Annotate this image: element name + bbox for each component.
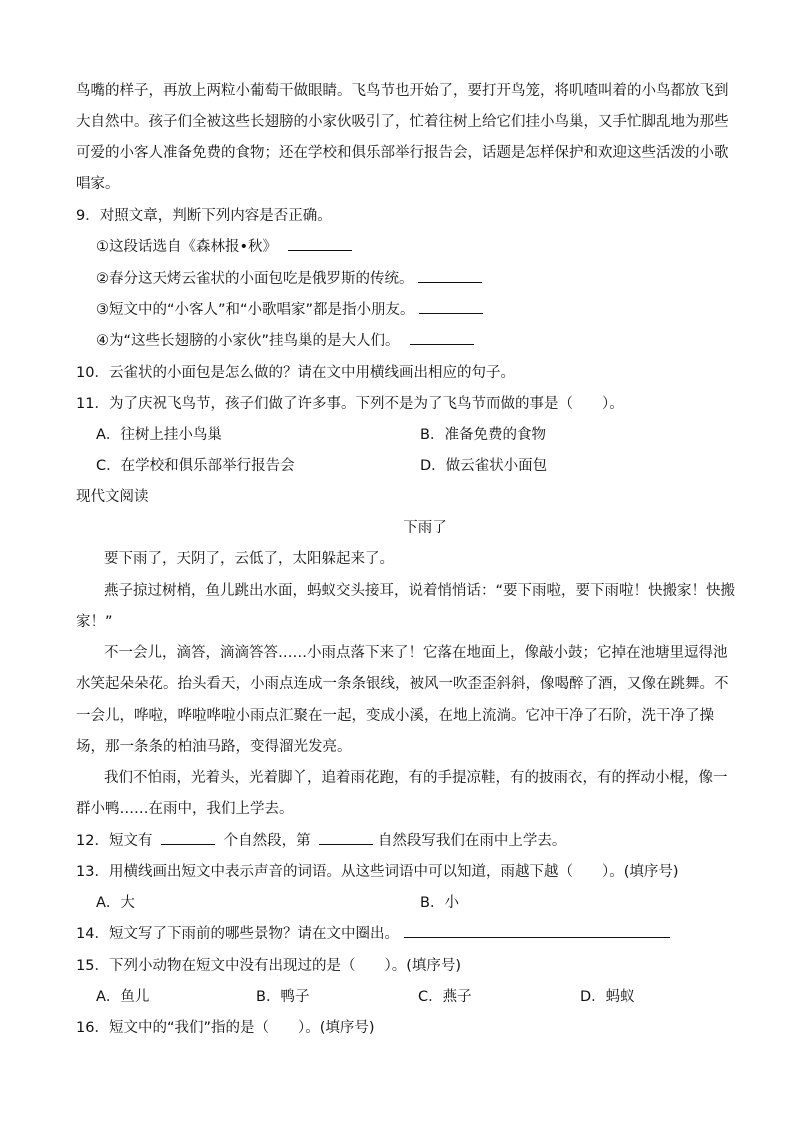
q15-option-b[interactable]: B．鸭子: [256, 989, 310, 1005]
passage2-line-5: 水笑起朵朵花。抬头看天，小雨点连成一条条银线，被风一吹歪歪斜斜，像喝醉了酒，又像在跳舞。不: [76, 676, 729, 692]
q11-option-b[interactable]: B．准备免费的食物: [420, 427, 546, 443]
passage2-line-9: 群小鸭……在雨中，我们上学去。: [76, 801, 294, 817]
q11-option-d[interactable]: D．做云雀状小面包: [420, 458, 548, 474]
q15-option-a[interactable]: A．鱼儿: [96, 989, 150, 1005]
q9-item-1-answer-blank[interactable]: [288, 236, 352, 251]
passage1-line-3: 可爱的小客人准备免费的食物；还在学校和俱乐部举行报告会，话题是怎样保护和欢迎这些活泼的小歌: [76, 145, 729, 161]
q9-item-2-answer-blank[interactable]: [418, 268, 482, 283]
q16-stem: 16．短文中的“我们”指的是（ ）。(填序号): [76, 1020, 375, 1036]
passage1-line-4: 唱家。: [76, 176, 120, 192]
q9-item-4-answer-blank[interactable]: [410, 330, 474, 345]
q9-item-1-text: ①这段话选自《森林报•秋》: [96, 239, 278, 255]
q12: [76, 830, 726, 852]
q12-text-1: 12．短文有: [76, 833, 153, 849]
passage2-line-1: 要下雨了，天阴了，云低了，太阳躲起来了。: [104, 551, 394, 567]
q13-option-b[interactable]: B．小: [420, 895, 459, 911]
passage2-line-6: 一会儿，哗啦，哗啦哗啦小雨点汇聚在一起，变成小溪，在地上流淌。它冲干净了石阶，洗干净了操: [76, 708, 714, 724]
q15-stem: 15．下列小动物在短文中没有出现过的是（ ）。(填序号): [76, 958, 462, 974]
passage2-line-2: 燕子掠过树梢，鱼儿跳出水面，蚂蚁交头接耳，说着悄悄话：“要下雨啦，要下雨啦！快搬家！快搬: [104, 583, 736, 599]
q11-option-a[interactable]: A．往树上挂小鸟巢: [96, 427, 222, 443]
q15-option-d[interactable]: D．蚂蚁: [580, 989, 635, 1005]
q15-option-c[interactable]: C．燕子: [418, 989, 472, 1005]
passage2-line-4: 不一会儿，滴答，滴滴答答……小雨点落下来了！它落在地面上，像敲小鼓；它掉在池塘里逗得池: [104, 645, 728, 661]
q9-item-3-text: ③短文中的“小客人”和“小歌唱家”都是指小朋友。: [96, 302, 415, 318]
q9-stem: 9．对照文章，判断下列内容是否正确。: [76, 208, 332, 224]
q9-item-3-answer-blank[interactable]: [419, 299, 483, 314]
q11-option-c[interactable]: C．在学校和俱乐部举行报告会: [96, 458, 295, 474]
passage2-line-7: 场，那一条条的柏油马路，变得溜光发亮。: [76, 739, 352, 755]
passage2-line-8: 我们不怕雨，光着头，光着脚丫，追着雨花跑，有的手提凉鞋，有的披雨衣，有的挥动小棍，像一: [104, 770, 728, 786]
q9-item-3: [96, 299, 746, 321]
q9-item-4: [96, 330, 746, 352]
q9-item-2: [96, 268, 746, 290]
q14: [76, 923, 726, 945]
section-label: 现代文阅读: [76, 489, 149, 505]
q10-stem: 10．云雀状的小面包是怎么做的？请在文中用横线画出相应的句子。: [76, 365, 515, 381]
q11-stem: 11．为了庆祝飞鸟节，孩子们做了许多事。下列不是为了飞鸟节而做的事是（ ）。: [76, 396, 624, 412]
passage1-line-2: 大自然中。孩子们全被这些长翅膀的小家伙吸引了，忙着往树上给它们挂小鸟巢，又手忙脚乱地为那些: [76, 114, 729, 130]
passage2-line-3: 家！”: [76, 614, 113, 630]
q9-item-2-text: ②春分这天烤云雀状的小面包吃是俄罗斯的传统。: [96, 271, 414, 287]
passage2-title: 下雨了: [403, 520, 447, 536]
q9-item-4-text: ④为“这些长翅膀的小家伙”挂鸟巢的是大人们。: [96, 333, 400, 349]
q14-text: 14．短文写了下雨前的哪些景物？请在文中圈出。: [76, 926, 399, 942]
q13-stem: 13．用横线画出短文中表示声音的词语。从这些词语中可以知道，雨越下越（ ）。(填序号): [76, 864, 679, 880]
q12-text-3: 自然段写我们在雨中上学去。: [377, 833, 567, 849]
q12-blank-1[interactable]: [161, 830, 215, 845]
passage1-line-1: 鸟嘴的样子，再放上两粒小葡萄干做眼睛。飞鸟节也开始了，要打开鸟笼，将叽喳叫着的小鸟都放飞到: [76, 83, 729, 99]
q9-item-1: [96, 236, 746, 258]
q12-blank-2[interactable]: [319, 830, 373, 845]
q13-option-a[interactable]: A．大: [96, 895, 135, 911]
q14-answer-blank[interactable]: [404, 923, 670, 938]
q12-text-2: 个自然段，第: [223, 833, 311, 849]
